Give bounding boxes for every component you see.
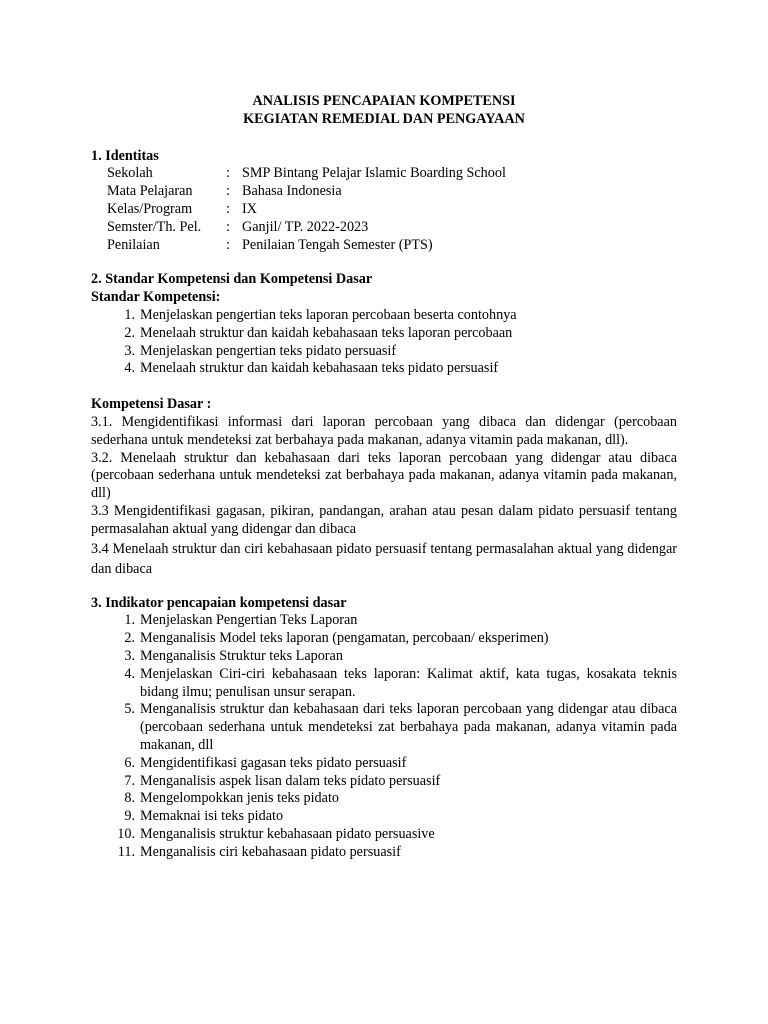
identitas-label: Kelas/Program	[107, 200, 193, 217]
identitas-label: Penilaian	[107, 236, 160, 253]
document-page	[91, 93, 677, 861]
identitas-row	[107, 219, 677, 237]
list-item	[91, 648, 677, 666]
list-text: Mengelompokkan jenis teks pidato	[140, 790, 339, 807]
list-number: 3.	[124, 647, 135, 664]
standar-list	[91, 307, 677, 378]
list-text: Menganalisis struktur kebahasaan pidato persuasive	[140, 825, 435, 842]
kd-paragraph: 3.4 Menelaah struktur dan ciri kebahasaan pidato persuasif tentang permasalahan aktual yang didengar dan dibaca	[91, 540, 677, 577]
identitas-row	[107, 201, 677, 219]
list-text: Menganalisis Model teks laporan (pengamatan, percobaan/ eksperimen)	[140, 630, 549, 647]
identitas-colon: :	[226, 165, 230, 182]
list-item	[91, 325, 677, 343]
identitas-colon: :	[226, 236, 230, 253]
list-number: 2.	[124, 630, 135, 647]
list-item	[91, 612, 677, 630]
list-number: 8.	[124, 790, 135, 807]
list-number: 10.	[117, 825, 135, 842]
indikator-heading: 3. Indikator pencapaian kompetensi dasar	[91, 594, 347, 611]
identitas-row	[107, 237, 677, 255]
list-number: 4.	[124, 360, 135, 377]
kd-paragraph: 3.3 Mengidentifikasi gagasan, pikiran, pandangan, arahan atau pesan dalam pidato persuasif tentang permasalahan aktual yang didengar dan dibaca	[91, 502, 677, 537]
list-text: Menjelaskan pengertian teks laporan percobaan beserta contohnya	[140, 306, 517, 323]
list-number: 1.	[124, 612, 135, 629]
list-text: Menelaah struktur dan kaidah kebahasaan teks laporan percobaan	[140, 324, 513, 341]
identitas-label: Semster/Th. Pel.	[107, 218, 202, 235]
list-number: 2.	[124, 324, 135, 341]
identitas-value: IX	[242, 200, 257, 217]
identitas-value: Ganjil/ TP. 2022-2023	[242, 218, 369, 235]
title-line-1: ANALISIS PENCAPAIAN KOMPETENSI	[252, 93, 516, 109]
list-item	[91, 790, 677, 808]
list-item	[91, 755, 677, 773]
list-number: 3.	[124, 342, 135, 359]
list-item	[91, 360, 677, 378]
kompetensi-dasar-heading: Kompetensi Dasar :	[91, 396, 212, 413]
identitas-row	[107, 165, 677, 183]
standar-subheading: Standar Kompetensi:	[91, 289, 221, 306]
document-title	[91, 93, 677, 129]
list-item	[91, 307, 677, 325]
list-text: Menjelaskan Ciri-ciri kebahasaan teks laporan: Kalimat aktif, kata tugas, kosakata teknis bidang ilmu; penulisan unsur serapan.	[140, 665, 677, 700]
list-number: 1.	[124, 306, 135, 323]
indikator-section	[91, 595, 677, 862]
list-item	[91, 343, 677, 361]
list-number: 11.	[117, 843, 135, 860]
list-item	[91, 666, 677, 702]
identitas-colon: :	[226, 200, 230, 217]
list-item	[91, 701, 677, 754]
title-line-2: KEGIATAN REMEDIAL DAN PENGAYAAN	[243, 110, 525, 127]
list-item	[91, 773, 677, 791]
list-text: Menganalisis struktur dan kebahasaan dari teks laporan percobaan yang didengar atau dibaca (percobaan sederhana untuk mendeteksi zat berbahaya pada makanan, adanya vitamin pada makanan, dll	[140, 701, 677, 753]
list-text: Menjelaskan pengertian teks pidato persuasif	[140, 342, 397, 359]
standar-section	[91, 271, 677, 578]
list-number: 6.	[124, 754, 135, 771]
identitas-value: SMP Bintang Pelajar Islamic Boarding School	[242, 165, 506, 182]
list-text: Menganalisis aspek lisan dalam teks pidato persuasif	[140, 772, 441, 789]
identitas-colon: :	[226, 183, 230, 200]
list-number: 9.	[124, 808, 135, 825]
list-text: Menganalisis ciri kebahasaan pidato persuasif	[140, 843, 401, 860]
identitas-value: Penilaian Tengah Semester (PTS)	[242, 236, 433, 253]
list-number: 5.	[124, 701, 135, 718]
list-text: Memaknai isi teks pidato	[140, 808, 284, 825]
list-number: 4.	[124, 665, 135, 682]
list-number: 7.	[124, 772, 135, 789]
identitas-section	[91, 148, 677, 255]
list-text: Mengidentifikasi gagasan teks pidato persuasif	[140, 754, 407, 771]
identitas-table	[107, 165, 677, 254]
identitas-label: Sekolah	[107, 165, 153, 182]
list-text: Menjelaskan Pengertian Teks Laporan	[140, 612, 358, 629]
list-item	[91, 844, 677, 862]
list-item	[91, 808, 677, 826]
list-text: Menelaah struktur dan kaidah kebahasaan teks pidato persuasif	[140, 360, 499, 377]
list-text: Menganalisis Struktur teks Laporan	[140, 647, 343, 664]
identitas-colon: :	[226, 218, 230, 235]
identitas-value: Bahasa Indonesia	[242, 183, 342, 200]
identitas-label: Mata Pelajaran	[107, 183, 193, 200]
list-item	[91, 630, 677, 648]
list-item	[91, 826, 677, 844]
identitas-heading: 1. Identitas	[91, 147, 159, 164]
identitas-row	[107, 183, 677, 201]
kd-paragraph: 3.1. Mengidentifikasi informasi dari laporan percobaan yang dibaca dan didengar (percobaan sederhana untuk mendeteksi zat berbahaya pada makanan, adanya vitamin pada makanan, dll).	[91, 413, 677, 448]
indikator-list	[91, 612, 677, 861]
kd-paragraph: 3.2. Menelaah struktur dan kebahasaan dari teks laporan percobaan yang didengar atau dibaca (percobaan sederhana untuk mendeteksi zat berbahaya pada makanan, adanya vitamin pada makanan, dll)	[91, 449, 677, 502]
standar-heading: 2. Standar Kompetensi dan Kompetensi Dasar	[91, 271, 373, 288]
